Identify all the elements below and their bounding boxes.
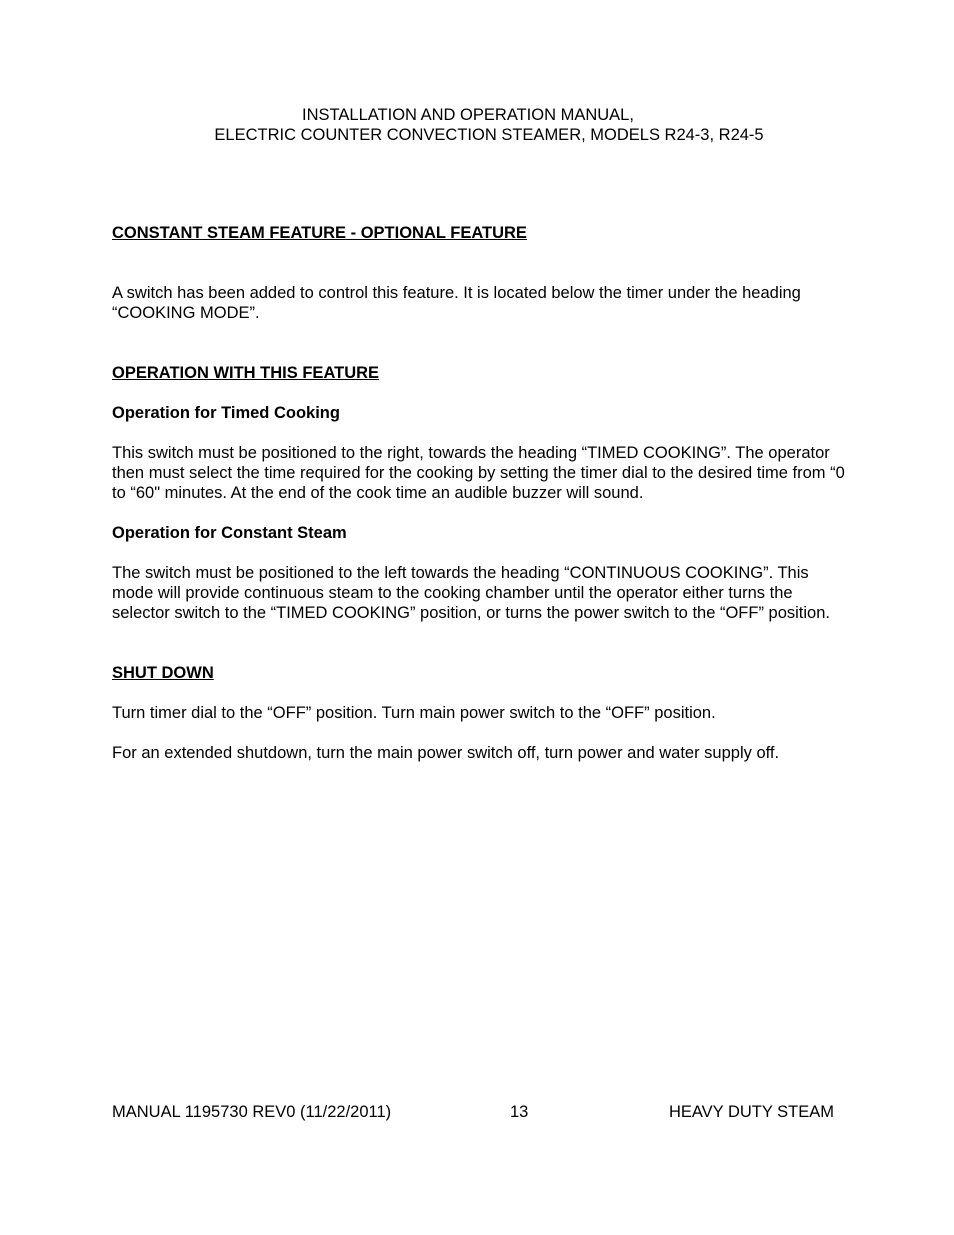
spacer: [112, 543, 847, 563]
footer-brand: HEAVY DUTY STEAM: [668, 1103, 834, 1121]
header-title-line2: ELECTRIC COUNTER CONVECTION STEAMER, MODELS R24-3, R24-5: [214, 126, 764, 144]
spacer: [112, 323, 847, 363]
shutdown-heading: SHUT DOWN: [112, 664, 214, 682]
spacer: [112, 423, 847, 443]
constant-steam-body: A switch has been added to control this feature. It is located below the timer under the heading “COOKING MODE”.: [112, 284, 801, 322]
spacer: [112, 623, 847, 663]
footer-page-number: 13: [510, 1103, 529, 1121]
footer-manual-id: MANUAL 1195730 REV0 (11/22/2011): [112, 1103, 392, 1121]
page-content: [112, 223, 847, 763]
shutdown-body-2: For an extended shutdown, turn the main power switch off, turn power and water supply off.: [112, 744, 780, 762]
timed-cooking-heading: Operation for Timed Cooking: [112, 404, 340, 422]
constant-steam-heading: CONSTANT STEAM FEATURE - OPTIONAL FEATURE: [112, 224, 527, 242]
spacer: [112, 723, 847, 743]
spacer: [112, 243, 847, 283]
spacer: [112, 683, 847, 703]
page-header: [0, 105, 954, 145]
header-title-line1: INSTALLATION AND OPERATION MANUAL,: [302, 106, 634, 124]
page-footer: [112, 1102, 834, 1122]
constant-steam-op-body: The switch must be positioned to the left towards the heading “CONTINUOUS COOKING”. This mode will provide continuous steam to the cooking chamber until the operator either turns the selector switch to the “TIMED COOKING” position, or turns the power switch to the “OFF” position.: [112, 564, 830, 622]
timed-cooking-body: This switch must be positioned to the right, towards the heading “TIMED COOKING”. The operator then must select the time required for the cooking by setting the timer dial to the desired time from “0 to “60" minutes. At the end of the cook time an audible buzzer will sound.: [112, 444, 845, 502]
spacer: [112, 383, 847, 403]
spacer: [112, 503, 847, 523]
constant-steam-op-heading: Operation for Constant Steam: [112, 524, 347, 542]
operation-heading: OPERATION WITH THIS FEATURE: [112, 364, 380, 382]
shutdown-body-1: Turn timer dial to the “OFF” position. Turn main power switch to the “OFF” position.: [112, 704, 716, 722]
